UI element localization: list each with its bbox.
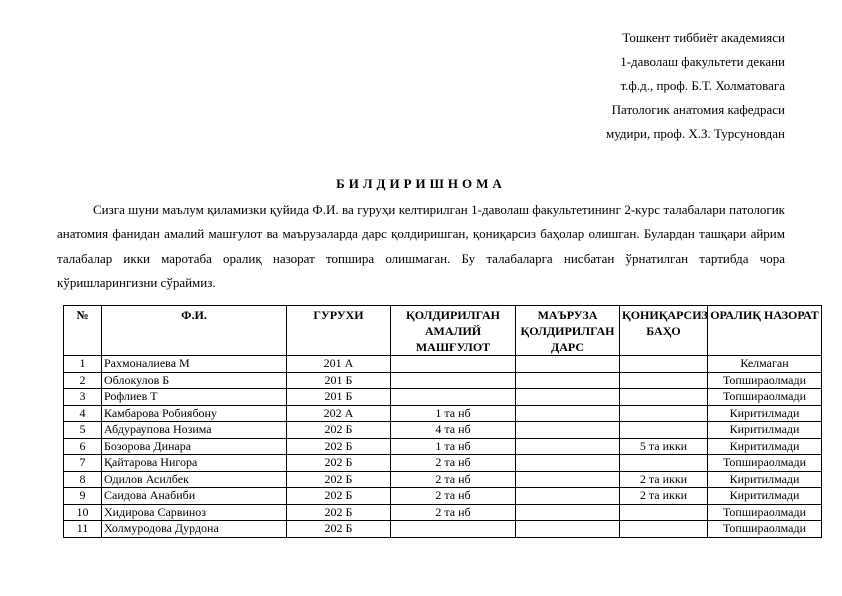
- unsatisfactory-cell: [620, 405, 708, 422]
- unsatisfactory-cell: 2 та икки: [620, 471, 708, 488]
- unsatisfactory-cell: [620, 521, 708, 538]
- midterm-cell: Топшираолмади: [708, 504, 822, 521]
- missed-lecture-cell: [516, 471, 620, 488]
- missed-lecture-cell: [516, 438, 620, 455]
- addressee-line: мудири, проф. Х.З. Турсуновдан: [606, 126, 785, 141]
- group-cell: 201 Б: [287, 372, 391, 389]
- addressee-line: Патологик анатомия кафедраси: [611, 102, 785, 117]
- student-name: Қайтарова Нигора: [102, 455, 287, 472]
- row-number: 1: [64, 356, 102, 373]
- missed-lecture-cell: [516, 356, 620, 373]
- header-num: №: [64, 306, 102, 356]
- midterm-cell: Киритилмади: [708, 422, 822, 439]
- table-row: [64, 488, 822, 505]
- header-group: ГУРУХИ: [287, 306, 391, 356]
- missed-lecture-cell: [516, 504, 620, 521]
- unsatisfactory-cell: 5 та икки: [620, 438, 708, 455]
- missed-lecture-cell: [516, 455, 620, 472]
- row-number: 11: [64, 521, 102, 538]
- student-name: Хидирова Сарвиноз: [102, 504, 287, 521]
- student-name: Камбарова Робиябону: [102, 405, 287, 422]
- row-number: 3: [64, 389, 102, 406]
- unsatisfactory-cell: [620, 455, 708, 472]
- addressee-block: [606, 26, 785, 146]
- student-name: Рофлиев Т: [102, 389, 287, 406]
- body-paragraph: Сизга шуни маълум қиламизки қуйида Ф.И. ва гуруҳи келтирилган 1-даволаш факультетининг 2-курс талабалари патологик анатомия фанидан амалий машғулот ва маърузаларда дарс қолдиришган, қониқарсиз баҳолар олишган. Булардан ташқари айрим талабалар икки маротаба оралиқ назорат топшира олишмаган. Бу талабаларга нисбатан ўрнатилган тартибда чора кўришларингизни сўраймиз.: [57, 202, 785, 290]
- group-cell: 202 Б: [287, 488, 391, 505]
- document-body: [57, 198, 785, 295]
- header-midterm: ОРАЛИҚ НАЗОРАТ: [708, 306, 822, 356]
- student-name: Одилов Асилбек: [102, 471, 287, 488]
- missed-practice-cell: 2 та нб: [391, 455, 516, 472]
- group-cell: 202 Б: [287, 521, 391, 538]
- table-row: [64, 438, 822, 455]
- midterm-cell: Киритилмади: [708, 405, 822, 422]
- midterm-cell: Топшираолмади: [708, 372, 822, 389]
- header-missed-practice: ҚОЛДИРИЛГАН АМАЛИЙ МАШҒУЛОТ: [391, 306, 516, 356]
- row-number: 2: [64, 372, 102, 389]
- student-name: Рахмоналиева М: [102, 356, 287, 373]
- missed-practice-cell: 1 та нб: [391, 438, 516, 455]
- student-name: Абдураупова Нозима: [102, 422, 287, 439]
- missed-practice-cell: 2 та нб: [391, 504, 516, 521]
- missed-practice-cell: 2 та нб: [391, 488, 516, 505]
- missed-practice-cell: [391, 372, 516, 389]
- midterm-cell: Топшираолмади: [708, 389, 822, 406]
- missed-practice-cell: 2 та нб: [391, 471, 516, 488]
- row-number: 9: [64, 488, 102, 505]
- student-name: Облокулов Б: [102, 372, 287, 389]
- midterm-cell: Киритилмади: [708, 438, 822, 455]
- document-title: БИЛДИРИШНОМА: [336, 176, 506, 191]
- group-cell: 202 Б: [287, 438, 391, 455]
- missed-lecture-cell: [516, 389, 620, 406]
- student-name: Саидова Анабиби: [102, 488, 287, 505]
- missed-practice-cell: [391, 389, 516, 406]
- missed-lecture-cell: [516, 488, 620, 505]
- missed-lecture-cell: [516, 521, 620, 538]
- midterm-cell: Топшираолмади: [708, 521, 822, 538]
- group-cell: 201 А: [287, 356, 391, 373]
- table-row: [64, 455, 822, 472]
- addressee-line: Тошкент тиббиёт академияси: [622, 30, 785, 45]
- table-row: [64, 389, 822, 406]
- unsatisfactory-cell: [620, 504, 708, 521]
- table-row: [64, 521, 822, 538]
- missed-practice-cell: 4 та нб: [391, 422, 516, 439]
- table-row: [64, 504, 822, 521]
- student-name: Холмуродова Дурдона: [102, 521, 287, 538]
- group-cell: 202 Б: [287, 471, 391, 488]
- group-cell: 202 Б: [287, 422, 391, 439]
- unsatisfactory-cell: 2 та икки: [620, 488, 708, 505]
- row-number: 10: [64, 504, 102, 521]
- missed-lecture-cell: [516, 422, 620, 439]
- group-cell: 201 Б: [287, 389, 391, 406]
- header-unsatisfactory: ҚОНИҚАРСИЗ БАҲО: [620, 306, 708, 356]
- midterm-cell: Келмаган: [708, 356, 822, 373]
- row-number: 6: [64, 438, 102, 455]
- missed-lecture-cell: [516, 372, 620, 389]
- unsatisfactory-cell: [620, 389, 708, 406]
- midterm-cell: Киритилмади: [708, 488, 822, 505]
- addressee-line: 1-даволаш факультети декани: [620, 54, 785, 69]
- unsatisfactory-cell: [620, 422, 708, 439]
- table-row: [64, 405, 822, 422]
- missed-practice-cell: 1 та нб: [391, 405, 516, 422]
- unsatisfactory-cell: [620, 356, 708, 373]
- row-number: 4: [64, 405, 102, 422]
- missed-practice-cell: [391, 521, 516, 538]
- student-name: Бозорова Динара: [102, 438, 287, 455]
- row-number: 5: [64, 422, 102, 439]
- table-row: [64, 372, 822, 389]
- table-row: [64, 471, 822, 488]
- group-cell: 202 А: [287, 405, 391, 422]
- unsatisfactory-cell: [620, 372, 708, 389]
- table-header-row: [64, 306, 822, 356]
- row-number: 7: [64, 455, 102, 472]
- group-cell: 202 Б: [287, 455, 391, 472]
- group-cell: 202 Б: [287, 504, 391, 521]
- students-table: [63, 305, 822, 538]
- midterm-cell: Топшираолмади: [708, 455, 822, 472]
- addressee-line: т.ф.д., проф. Б.Т. Холматовага: [620, 78, 785, 93]
- midterm-cell: Киритилмади: [708, 471, 822, 488]
- missed-lecture-cell: [516, 405, 620, 422]
- row-number: 8: [64, 471, 102, 488]
- table-row: [64, 356, 822, 373]
- header-missed-lecture: МАЪРУЗА ҚОЛДИРИЛГАН ДАРС: [516, 306, 620, 356]
- table-row: [64, 422, 822, 439]
- missed-practice-cell: [391, 356, 516, 373]
- header-name: Ф.И.: [102, 306, 287, 356]
